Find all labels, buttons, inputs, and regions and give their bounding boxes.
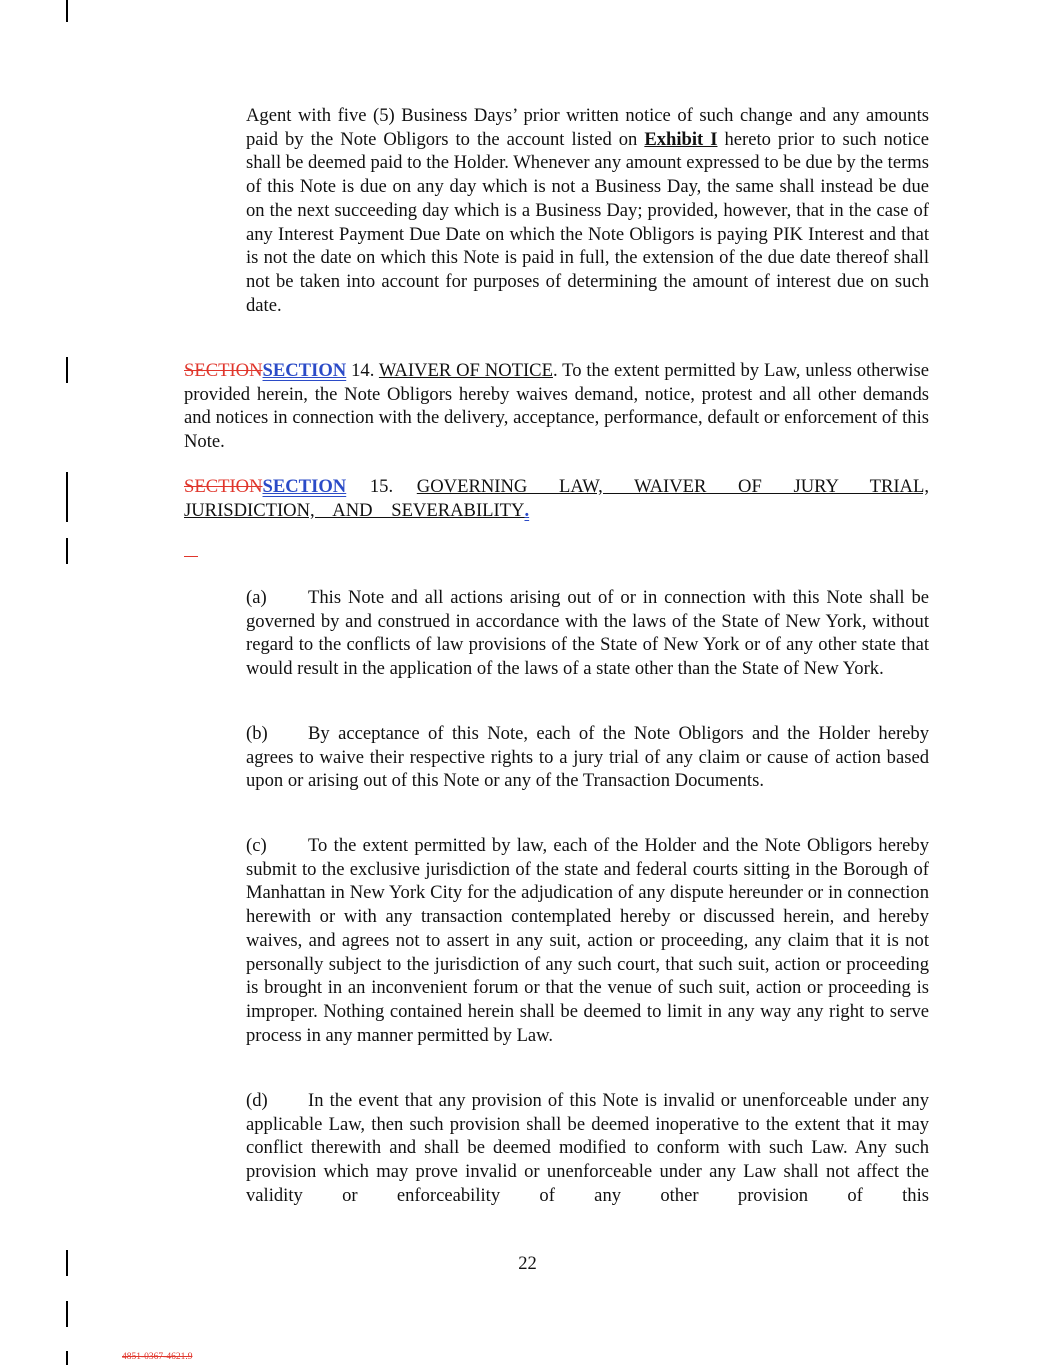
clause-label: (b) [246,723,268,744]
section-number: 14. [346,360,379,381]
change-bar [66,0,68,22]
change-bar [66,357,68,383]
change-bar [66,1301,68,1327]
clause-label: (d) [246,1090,268,1111]
clause-label: (c) [246,835,267,856]
exhibit-reference: Exhibit I [644,128,718,150]
clause-c [246,834,929,1047]
inserted-section-label: SECTION [262,476,347,497]
deleted-section-label: SECTION [184,360,263,381]
clause-text: By acceptance of this Note, each of the Note Obligors and the Holder hereby agrees to waive their respective rights to a jury trial of any claim or cause of action based upon or arising out of this Note or any of the Transaction Documents. [246,723,929,792]
clause-text: In the event that any provision of this Note is invalid or unenforceable under any applicable Law, then such provision shall be deemed inoperative to the extent that it may conflict therewith and shall be deemed modified to conform with such Law. Any such provision which may prove invalid or unenforceable under any Law shall not affect the validity or enforceability of any other provision of this [246,1090,929,1206]
page-number: 22 [518,1253,537,1274]
deleted-paragraph-mark [184,540,198,557]
deleted-section-label: SECTION [184,476,263,497]
document-id: 4851-0367-4621.9 [122,1352,193,1362]
inserted-heading-end: . [524,499,530,521]
continuation-text-pre: Agent with five (5) Business Days’ prior written notice of such change and any amounts paid by the Note Obligors to the account listed on [246,105,929,150]
clause-text: To the extent permitted by law, each of the Holder and the Note Obligors hereby submit to the exclusive jurisdiction of the state and federal courts sitting in the Borough of Manhattan in New York City for the adjudication of any dispute hereunder or in connection herewith or with any transaction contemplated hereby or discussed herein, and hereby waives, and agrees not to assert in any suit, action or proceeding, any claim that it is not personally subject to the jurisdiction of any such court, that such suit, action or proceeding is brought in an inconvenient forum or that the venue of such suit, action or proceeding is improper. Nothing contained herein shall be deemed to limit in any way any right to serve process in any manner permitted by Law. [246,835,929,1046]
change-bar [66,472,68,522]
continuation-paragraph [246,104,929,317]
section-heading: GOVERNING LAW, WAIVER OF JURY TRIAL, JURISDICTION, AND SEVERABILITY [184,476,929,521]
clause-label: (a) [246,587,267,608]
section-15-heading [184,475,929,522]
change-bar [66,538,68,564]
section-heading: WAIVER OF NOTICE [378,360,553,381]
clause-a [246,586,929,681]
section-body: . To the extent permitted by Law, unless otherwise provided herein, the Note Obligors hereby waives demand, notice, protest and all other demands and notices in connection with the delivery, acceptance, performance, default or enforcement of this Note. [184,360,929,453]
section-14-paragraph [184,359,929,454]
clause-b [246,722,929,793]
section-number: 15. [346,476,417,497]
clause-d [246,1089,929,1208]
change-bar [66,1351,68,1365]
continuation-text-post: hereto prior to such notice shall be deemed paid to the Holder. Whenever any amount expressed to be due by the terms of this Note is due on any day which is not a Business Day, the same shall instead be due on the next succeeding day which is a Business Day; provided, however, that in the case of any Interest Payment Due Date on which the Note Obligors is paying PIK Interest and that is not the date on which this Note is paid in full, the extension of the due date thereof shall not be taken into account for purposes of determining the amount of interest due on such date. [246,128,929,316]
inserted-section-label: SECTION [262,360,347,381]
clause-text: This Note and all actions arising out of or in connection with this Note shall be governed by and construed in accordance with the laws of the State of New York, without regard to the conflicts of law provisions of the State of New York or of any other state that would result in the application of the laws of a state other than the State of New York. [246,587,929,680]
